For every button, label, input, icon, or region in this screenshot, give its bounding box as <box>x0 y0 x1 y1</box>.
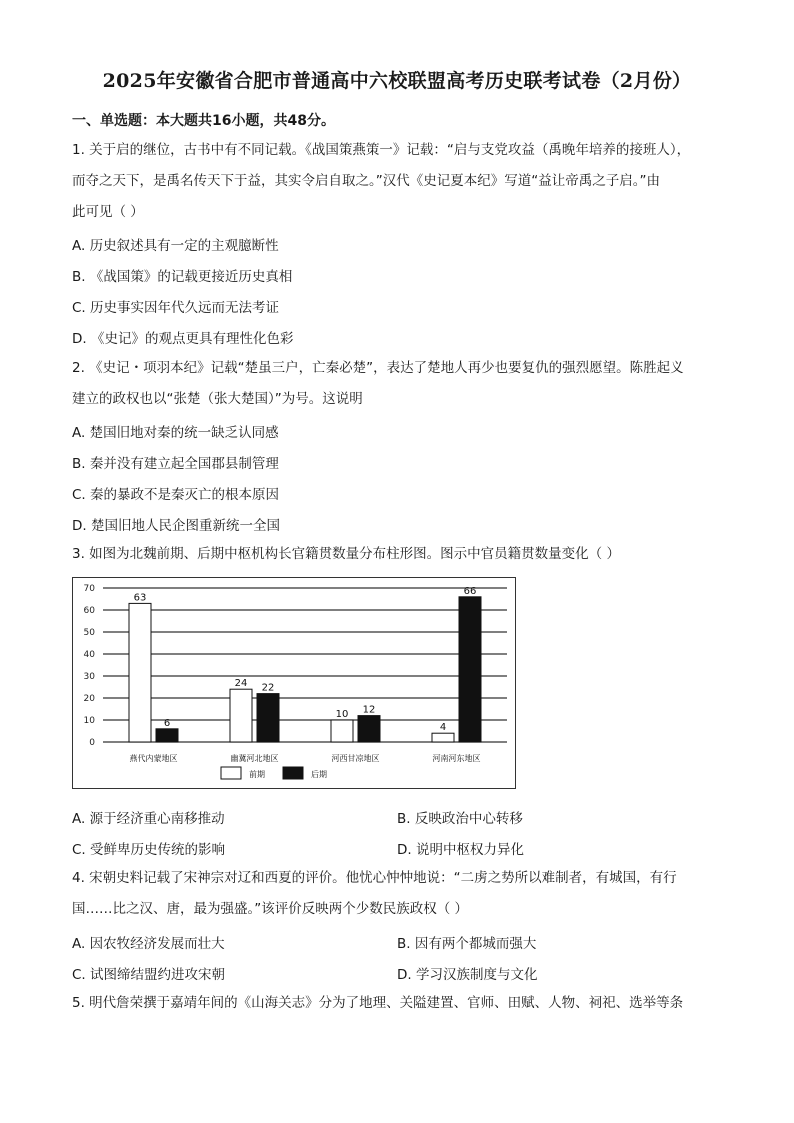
legend-label: 后期 <box>311 770 327 779</box>
bar <box>331 720 353 742</box>
q4-option-a[interactable]: A. 因农牧经济发展而壮大 <box>72 936 225 952</box>
bar-chart-svg <box>73 578 514 787</box>
bar <box>156 729 178 742</box>
q3-option-d[interactable]: D. 说明中枢权力异化 <box>397 842 524 858</box>
q3-option-b[interactable]: B. 反映政治中心转移 <box>397 811 523 827</box>
q3-stem-line-1: 3. 如图为北魏前期、后期中枢机构长官籍贯数量分布柱形图。图示中官员籍贯数量变化（ ） <box>72 546 620 562</box>
q2-option-c[interactable]: C. 秦的暴政不是秦灭亡的根本原因 <box>72 487 280 503</box>
q1-option-a[interactable]: A. 历史叙述具有一定的主观臆断性 <box>72 238 279 254</box>
y-tick-label: 70 <box>83 584 95 594</box>
q1-option-b[interactable]: B. 《战国策》的记载更接近历史真相 <box>72 269 293 285</box>
q4-stem-line-2: 国……比之汉、唐，最为强盛。”该评价反映两个少数民族政权（ ） <box>72 901 469 917</box>
bar-value-label: 10 <box>335 709 349 720</box>
y-tick-label: 30 <box>83 672 95 682</box>
y-tick-label: 20 <box>83 694 95 704</box>
y-tick-label: 40 <box>83 650 95 660</box>
bar <box>257 694 279 742</box>
q2-option-a[interactable]: A. 楚国旧地对秦的统一缺乏认同感 <box>72 425 279 441</box>
bar <box>358 716 380 742</box>
q4-option-c[interactable]: C. 试图缔结盟约进攻宋朝 <box>72 967 226 983</box>
legend-label: 前期 <box>249 770 265 779</box>
x-category-label: 幽冀河北地区 <box>230 754 279 763</box>
bar-value-label: 66 <box>463 585 477 597</box>
q4-option-d[interactable]: D. 学习汉族制度与文化 <box>397 967 538 983</box>
q1-option-d[interactable]: D. 《史记》的观点更具有理性化色彩 <box>72 331 294 347</box>
bar-value-label: 63 <box>133 592 147 604</box>
q3-option-c[interactable]: C. 受鲜卑历史传统的影响 <box>72 842 226 858</box>
bar-value-label: 22 <box>261 682 275 694</box>
bar-chart <box>72 577 516 789</box>
bar-value-label: 24 <box>234 678 248 690</box>
legend-swatch <box>283 767 303 779</box>
y-tick-label: 50 <box>83 628 95 638</box>
bar <box>459 597 481 742</box>
x-category-label: 河南河东地区 <box>432 754 481 763</box>
x-category-label: 燕代内蒙地区 <box>129 754 178 763</box>
bar-value-label: 12 <box>362 704 376 716</box>
q2-stem-line-1: 2. 《史记・项羽本纪》记载“楚虽三户，亡秦必楚”，表达了楚地人再少也要复仇的强烈愿望。陈胜起义 <box>72 360 684 376</box>
y-tick-label: 10 <box>83 716 95 726</box>
q1-stem-line-3: 此可见（ ） <box>72 204 144 220</box>
section-heading: 一、单选题：本大题共16小题，共48分。 <box>72 113 335 129</box>
q3-option-a[interactable]: A. 源于经济重心南移推动 <box>72 811 225 827</box>
q2-option-b[interactable]: B. 秦并没有建立起全国郡县制管理 <box>72 456 279 472</box>
bar <box>230 689 252 742</box>
q5-stem-line-1: 5. 明代詹荣撰于嘉靖年间的《山海关志》分为了地理、关隘建置、官师、田赋、人物、祠祀、选举等条 <box>72 995 684 1011</box>
q1-stem-line-1: 1. 关于启的继位，古书中有不同记载。《战国策燕策一》记载：“启与支党攻益（禹晚年培养的接班人）， <box>72 142 691 158</box>
page-title: 2025年安徽省合肥市普通高中六校联盟高考历史联考试卷（2月份） <box>102 70 692 92</box>
q4-option-b[interactable]: B. 因有两个都城而强大 <box>397 936 537 952</box>
q1-option-c[interactable]: C. 历史事实因年代久远而无法考证 <box>72 300 280 316</box>
bar-value-label: 6 <box>163 717 171 729</box>
bar <box>129 603 151 742</box>
q1-stem-line-2: 而夺之天下，是禹名传天下于益，其实令启自取之。”汉代《史记夏本纪》写道“益让帝禹之子启。”由 <box>72 173 660 189</box>
q2-option-d[interactable]: D. 楚国旧地人民企图重新统一全国 <box>72 518 280 534</box>
bar-value-label: 4 <box>439 722 447 734</box>
bar <box>432 733 454 742</box>
q4-stem-line-1: 4. 宋朝史料记载了宋神宗对辽和西夏的评价。他忧心忡忡地说：“二虏之势所以难制者，有城国，有行 <box>72 870 677 886</box>
y-tick-label: 0 <box>89 738 95 748</box>
q2-stem-line-2: 建立的政权也以“张楚（张大楚国）”为号。这说明 <box>72 391 363 407</box>
legend-swatch <box>221 767 241 779</box>
y-tick-label: 60 <box>83 606 95 616</box>
x-category-label: 河西甘凉地区 <box>331 754 380 763</box>
